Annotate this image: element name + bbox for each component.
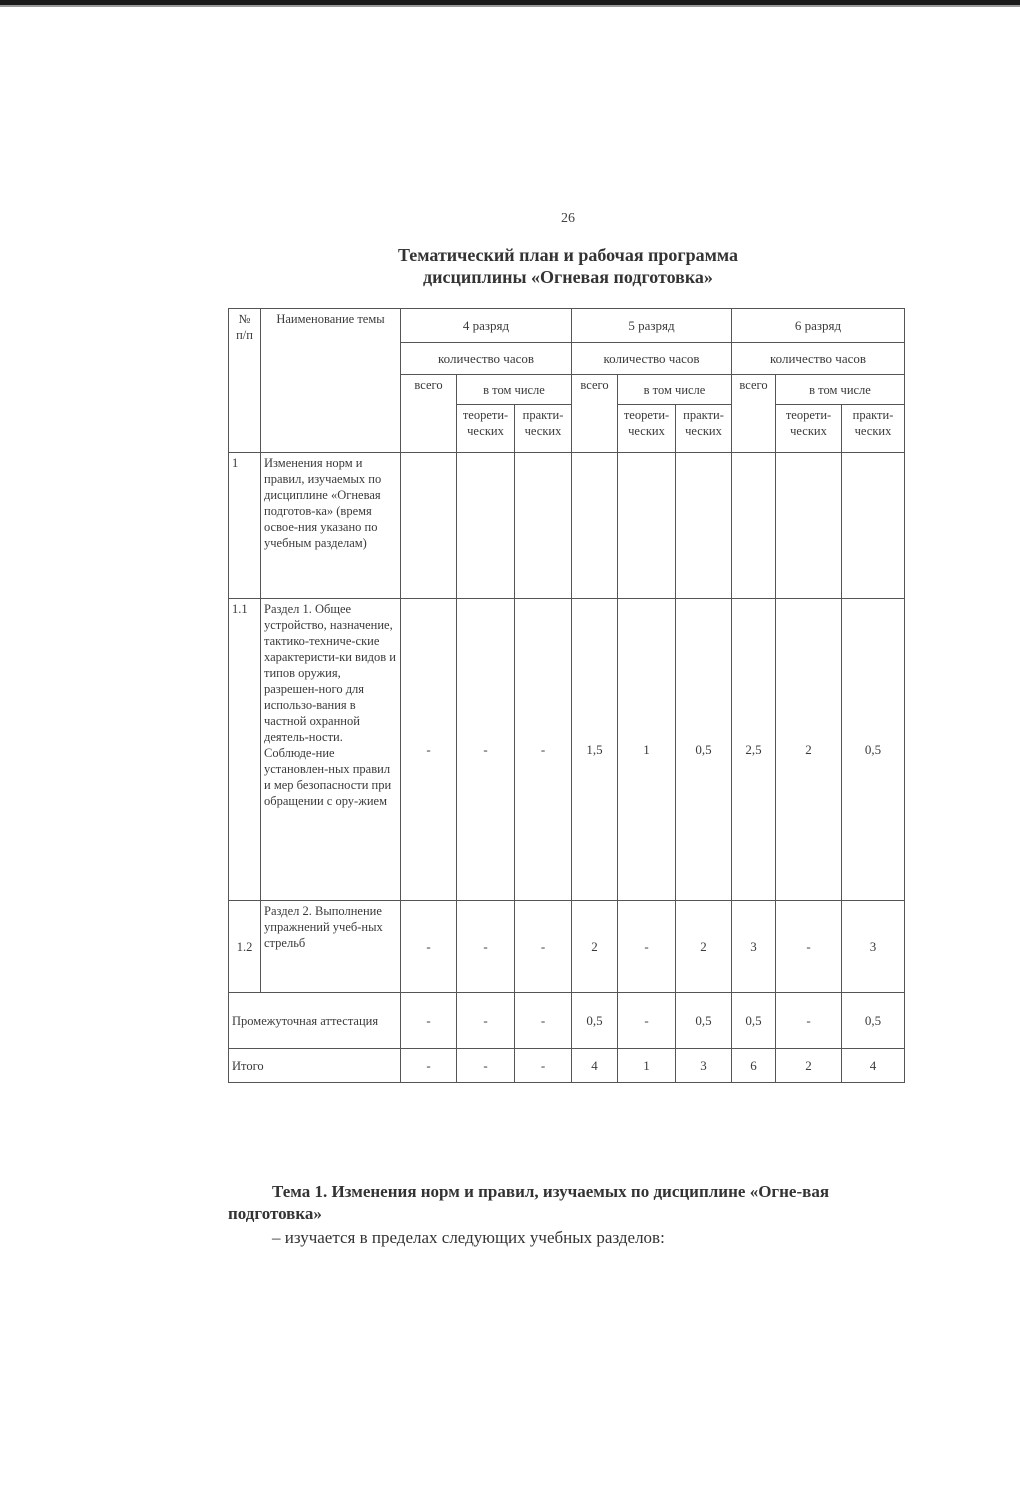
cell-value: 1 [618, 1049, 676, 1083]
cell-value: 2,5 [732, 599, 776, 901]
cell-value: 0,5 [572, 993, 618, 1049]
row-topic-name: Раздел 2. Выполнение упражнений учеб-ных стрельб [261, 901, 401, 993]
cell-value [401, 453, 457, 599]
cell-value: 0,5 [732, 993, 776, 1049]
table-row-interim [229, 993, 905, 1049]
header-theory-4: теорети-ческих [457, 405, 515, 453]
thematic-plan-table [228, 308, 905, 1083]
cell-value: - [457, 599, 515, 901]
interim-label: Промежуточная аттестация [229, 993, 401, 1049]
header-total-5: всего [572, 375, 618, 453]
header-topic-name: Наименование темы [261, 309, 401, 453]
cell-value: 1,5 [572, 599, 618, 901]
header-grade-4: 4 разряд [401, 309, 572, 343]
header-including-4: в том числе [457, 375, 572, 405]
header-theory-5: теорети-ческих [618, 405, 676, 453]
cell-value [572, 453, 618, 599]
header-hours-4: количество часов [401, 343, 572, 375]
cell-value: - [401, 993, 457, 1049]
header-total-6: всего [732, 375, 776, 453]
cell-value: 2 [676, 901, 732, 993]
header-grade-6: 6 разряд [732, 309, 905, 343]
row-number: 1 [229, 453, 261, 599]
cell-value: 1 [618, 599, 676, 901]
header-practice-5: практи-ческих [676, 405, 732, 453]
cell-value: 2 [572, 901, 618, 993]
total-label: Итого [229, 1049, 401, 1083]
header-practice-4: практи-ческих [515, 405, 572, 453]
cell-value: - [776, 901, 842, 993]
cell-value: - [776, 993, 842, 1049]
cell-value: - [457, 901, 515, 993]
scan-edge-fade [0, 5, 1020, 7]
cell-value: 2 [776, 1049, 842, 1083]
header-practice-6: практи-ческих [842, 405, 905, 453]
title-line-1: Тематический план и рабочая программа [397, 245, 739, 265]
page-number: 26 [561, 211, 575, 226]
cell-value: - [457, 993, 515, 1049]
cell-value: 6 [732, 1049, 776, 1083]
cell-value: 2 [776, 599, 842, 901]
table-row [229, 599, 905, 901]
cell-value: - [515, 1049, 572, 1083]
cell-value [457, 453, 515, 599]
row-topic-name: Изменения норм и правил, изучаемых по дисциплине «Огневая подготов-ка» (время освое-ния указано по учебным разделам) [261, 453, 401, 599]
cell-value: 0,5 [676, 599, 732, 901]
cell-value: - [515, 599, 572, 901]
cell-value [842, 453, 905, 599]
table-row [229, 453, 905, 599]
header-grade-5: 5 разряд [572, 309, 732, 343]
header-including-6: в том числе [776, 375, 905, 405]
cell-value: - [515, 901, 572, 993]
header-number: № п/п [229, 309, 261, 453]
header-hours-5: количество часов [572, 343, 732, 375]
cell-value: 0,5 [676, 993, 732, 1049]
cell-value: - [618, 901, 676, 993]
cell-value: - [457, 1049, 515, 1083]
cell-value [776, 453, 842, 599]
document-title [300, 244, 836, 288]
cell-value: 3 [842, 901, 905, 993]
cell-value: - [401, 1049, 457, 1083]
cell-value: 3 [732, 901, 776, 993]
cell-value: 0,5 [842, 599, 905, 901]
cell-value: 3 [676, 1049, 732, 1083]
cell-value [676, 453, 732, 599]
section-text: – изучается в пределах следующих учебных разделов: [272, 1228, 665, 1247]
section-heading: Тема 1. Изменения норм и правил, изучаемых по дисциплине «Огне-вая подготовка» [228, 1182, 830, 1223]
cell-value: 4 [572, 1049, 618, 1083]
header-including-5: в том числе [618, 375, 732, 405]
cell-value: - [401, 901, 457, 993]
cell-value: 4 [842, 1049, 905, 1083]
header-theory-6: теорети-ческих [776, 405, 842, 453]
cell-value [732, 453, 776, 599]
cell-value [618, 453, 676, 599]
cell-value: - [618, 993, 676, 1049]
cell-value: - [401, 599, 457, 901]
cell-value [515, 453, 572, 599]
table-row-total [229, 1049, 905, 1083]
row-topic-name: Раздел 1. Общее устройство, назначение, тактико-техниче-ские характеристи-ки видов и типов оружия, разрешен-ного для использо-вания в частной охранной деятель-ности. Соблюде-ние установлен-ных правил и мер безопасности при обращении с ору-жием [261, 599, 401, 901]
title-line-2: дисциплины «Огневая подготовка» [423, 267, 713, 287]
cell-value: 0,5 [842, 993, 905, 1049]
cell-value: - [515, 993, 572, 1049]
row-number: 1.1 [229, 599, 261, 901]
table-row [229, 901, 905, 993]
header-total-4: всего [401, 375, 457, 453]
row-number: 1.2 [229, 901, 261, 993]
header-hours-6: количество часов [732, 343, 905, 375]
